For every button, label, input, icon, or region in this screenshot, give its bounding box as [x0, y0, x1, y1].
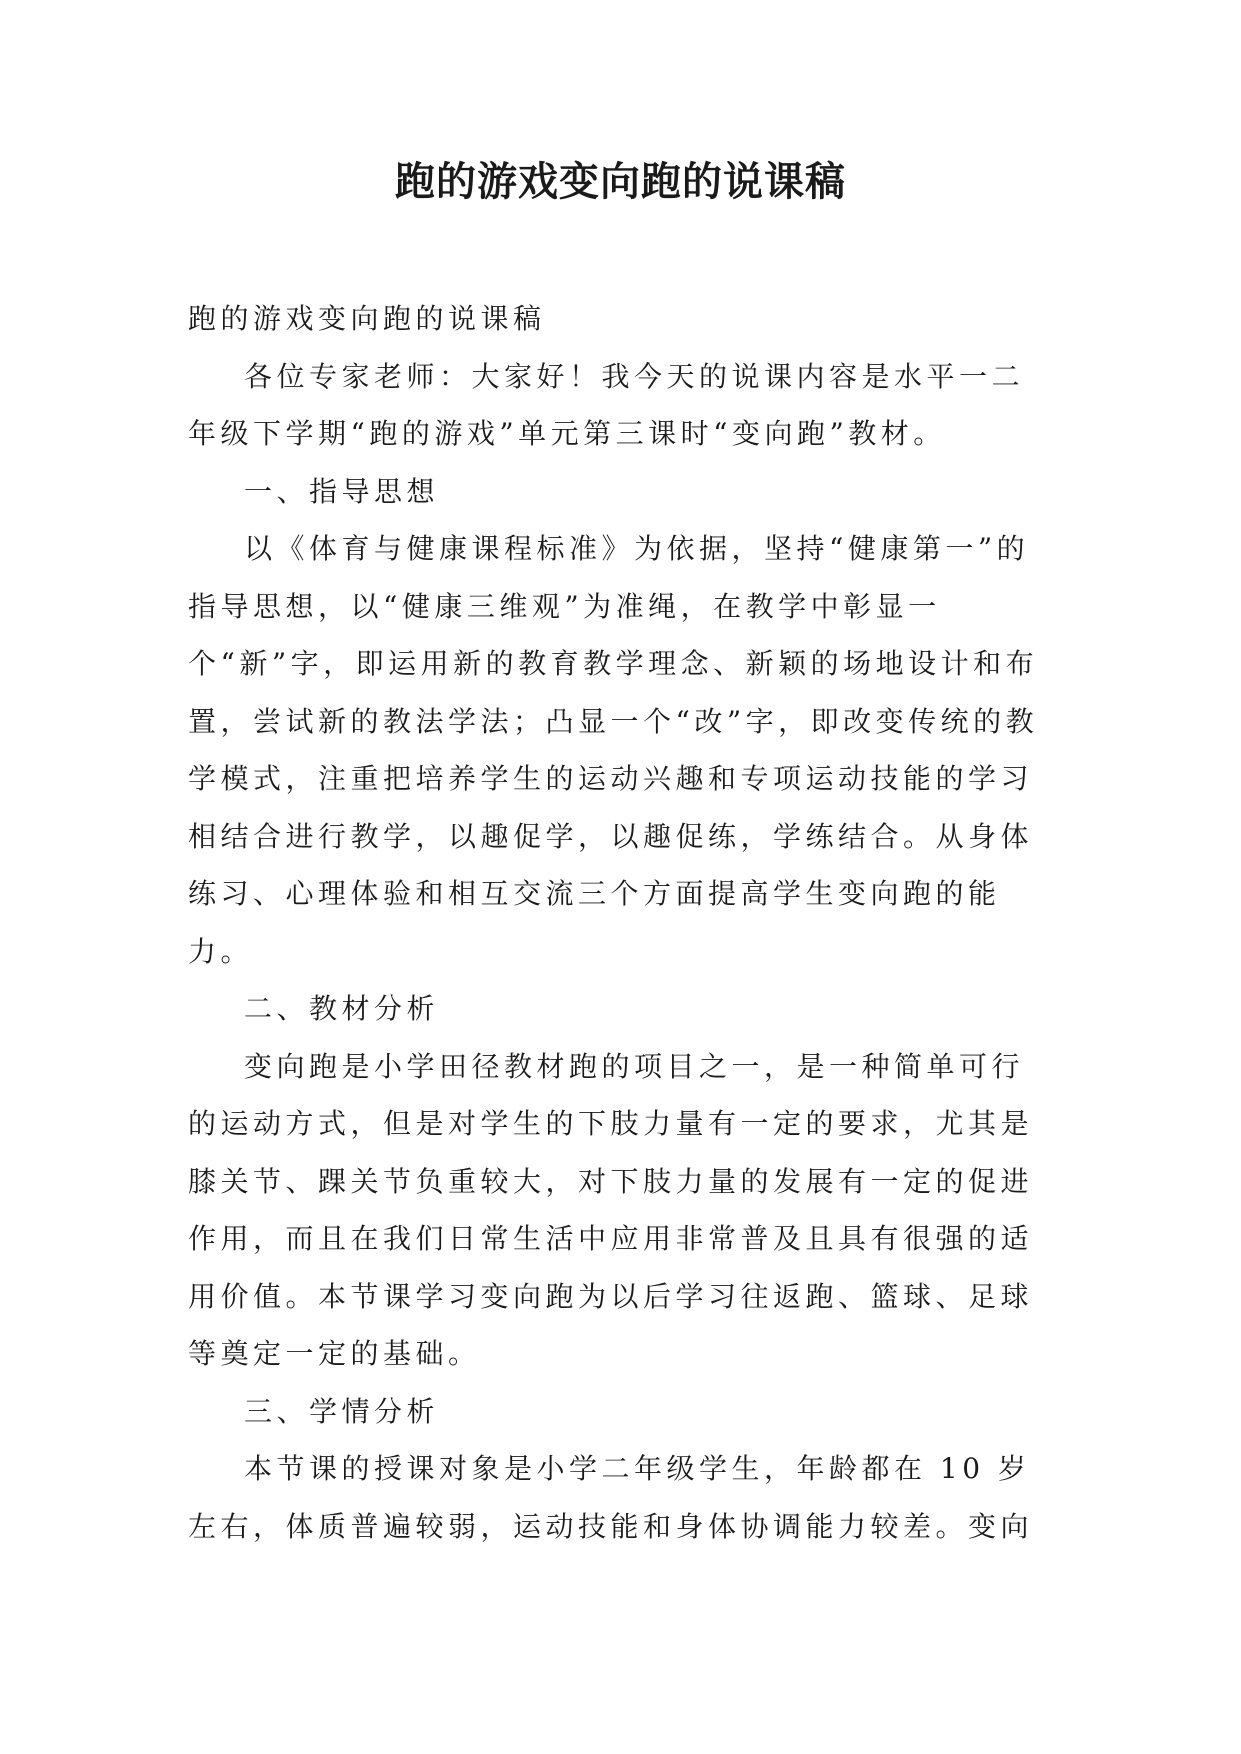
document-title: 跑的游戏变向跑的说课稿 — [395, 158, 846, 205]
section-heading-material-analysis: 二、教材分析 — [244, 992, 440, 1025]
section-heading-guiding-ideology: 一、指导思想 — [244, 474, 440, 508]
document-subtitle: 跑的游戏变向跑的说课稿 — [188, 302, 546, 335]
paragraph-material-analysis: 变向跑是小学田径教材跑的项目之一，是一种简单可行的运动方式，但是对学生的下肢力量有一定的要求，尤其是膝关节、踝关节负重较大，对下肢力量的发展有一定的促进作用，而且在我们日常生活中应用非常普及且具有很强的适用价值。本节课学习变向跑为以后学习往返跑、篮球、足球等奠定一定的基础。 — [188, 1049, 1034, 1370]
paragraph-guiding-ideology: 以《体育与健康课程标准》为依据，坚持“健康第一”的指导思想，以“健康三维观”为准绳，在教学中彰显一个“新”字，即运用新的教育教学理念、新颖的场地设计和布置，尝试新的教法学法；凸显一个“改”字，即改变传统的教学模式，注重把培养学生的运动兴趣和专项运动技能的学习相结合进行教学，以趣促学，以趣促练，学练结合。从身体练习、心理体验和相互交流三个方面提高学生变向跑的能力。 — [188, 532, 1039, 968]
paragraph-greeting: 各位专家老师：大家好！我今天的说课内容是水平一二年级下学期“跑的游戏”单元第三课时“变向跑”教材。 — [188, 359, 1025, 450]
paragraph-student-analysis: 本节课的授课对象是小学二年级学生，年龄都在 10 岁左右，体质普遍较弱，运动技能和身体协调能力较差。变向 — [188, 1452, 1034, 1543]
document-body — [188, 290, 1050, 1555]
section-heading-student-analysis: 三、学情分析 — [244, 1394, 440, 1428]
